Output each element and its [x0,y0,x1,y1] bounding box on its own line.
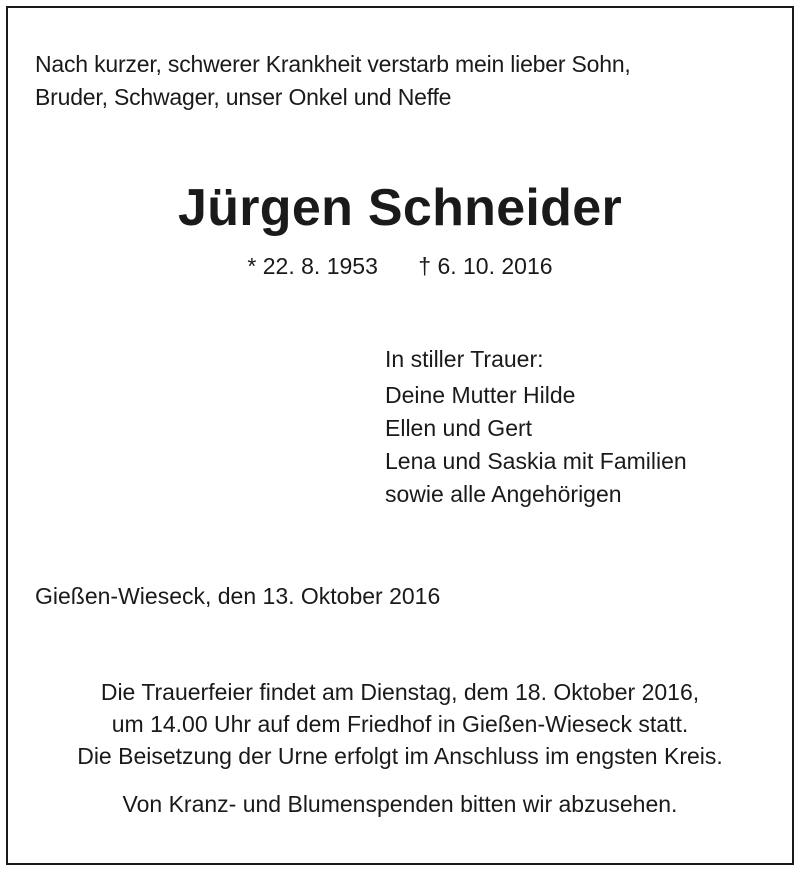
life-dates [0,250,800,282]
ceremony-line: Die Trauerfeier findet am Dienstag, dem 18. Oktober 2016, [100,679,700,705]
mourner-line: Deine Mutter Hilde [385,382,576,408]
death-date: † 6. 10. 2016 [418,253,553,279]
mourner-line: Ellen und Gert [385,415,533,441]
mourner-line: sowie alle Angehörigen [385,481,622,507]
mourner-line: Lena und Saskia mit Familien [385,448,687,474]
ceremony-info [0,676,800,772]
flowers-note: Von Kranz- und Blumenspenden bitten wir abzusehen. [122,791,678,817]
ceremony-line: um 14.00 Uhr auf dem Friedhof in Gießen-Wieseck statt. [111,711,689,737]
intro-text [35,48,775,114]
birth-date: * 22. 8. 1953 [247,253,378,279]
mourners-heading: In stiller Trauer: [385,346,544,372]
intro-line: Bruder, Schwager, unser Onkel und Neffe [35,84,452,110]
mourners-block [385,343,687,511]
ceremony-line: Die Beisetzung der Urne erfolgt im Anschluss im engsten Kreis. [77,743,723,769]
intro-line: Nach kurzer, schwerer Krankheit verstarb mein lieber Sohn, [35,51,631,77]
place-and-date: Gießen-Wieseck, den 13. Oktober 2016 [35,583,441,609]
deceased-name: Jürgen Schneider [177,179,623,237]
